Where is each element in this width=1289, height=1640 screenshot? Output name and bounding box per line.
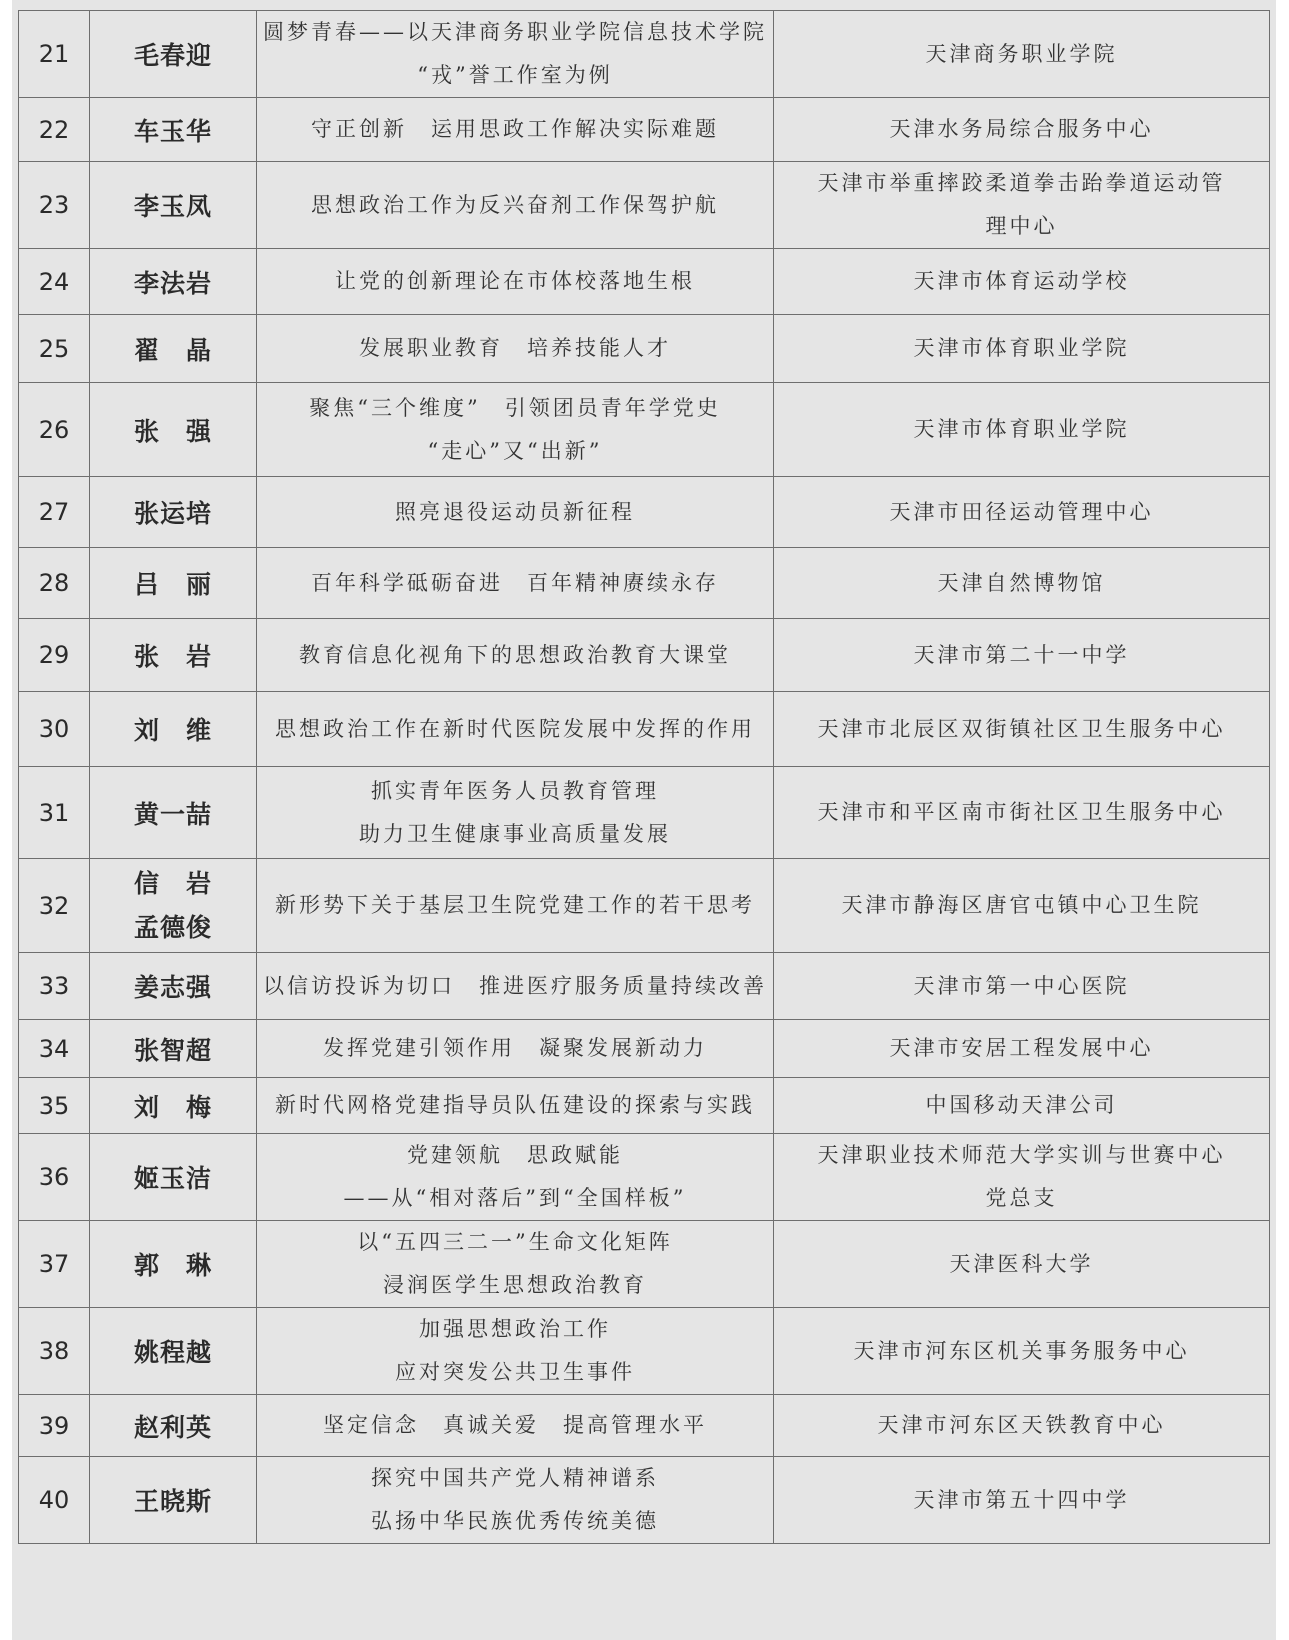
paper-title-line: 探究中国共产党人精神谱系 — [371, 1466, 659, 1490]
paper-title-cell — [257, 477, 774, 548]
row-number: 21 — [19, 11, 90, 98]
organization-cell — [774, 619, 1270, 692]
paper-title-cell — [257, 1078, 774, 1134]
paper-title-cell — [257, 98, 774, 162]
author-name-cell — [90, 1134, 257, 1221]
paper-title-line: 聚焦“三个维度” 引领团员青年学党史 — [309, 395, 721, 420]
organization-cell — [774, 1020, 1270, 1078]
organization-cell — [774, 1078, 1270, 1134]
organization-line: 天津市第二十一中学 — [913, 642, 1130, 667]
author-name-cell — [90, 477, 257, 548]
author-name: 姬玉洁 — [133, 1164, 212, 1193]
author-name-cell — [90, 767, 257, 859]
row-number: 23 — [19, 162, 90, 249]
paper-title-line: 守正创新 运用思政工作解决实际难题 — [311, 117, 719, 141]
organization-cell — [774, 315, 1270, 383]
paper-title-line: 新形势下关于基层卫生院党建工作的若干思考 — [275, 893, 755, 917]
paper-title-line: 以信访投诉为切口 推进医疗服务质量持续改善 — [263, 973, 767, 998]
row-number: 29 — [19, 619, 90, 692]
row-number: 22 — [19, 98, 90, 162]
page-sheet — [12, 0, 1276, 1640]
row-number: 36 — [19, 1134, 90, 1221]
organization-cell — [774, 162, 1270, 249]
table-row — [19, 477, 1270, 548]
author-name-cell — [90, 11, 257, 98]
paper-title-line: ——从“相对落后”到“全国样板” — [343, 1186, 687, 1210]
paper-title-line: 浸润医学生思想政治教育 — [383, 1273, 647, 1297]
author-name: 吕 丽 — [133, 570, 212, 599]
author-name: 黄一喆 — [133, 799, 212, 829]
author-name: 车玉华 — [133, 116, 212, 146]
organization-line: 天津市举重摔跤柔道拳击跆拳道运动管 — [817, 171, 1226, 195]
paper-title-cell — [257, 1221, 774, 1308]
organization-line: 天津市静海区唐官屯镇中心卫生院 — [841, 893, 1202, 917]
author-name-cell — [90, 162, 257, 249]
author-name-cell — [90, 315, 257, 383]
organization-cell — [774, 1134, 1270, 1221]
paper-title-line: 思想政治工作在新时代医院发展中发挥的作用 — [275, 716, 755, 741]
organization-line: 天津市体育职业学院 — [913, 336, 1130, 360]
table-row — [19, 11, 1270, 98]
paper-title-cell — [257, 11, 774, 98]
organization-line: 天津水务局综合服务中心 — [889, 117, 1154, 141]
table-row — [19, 767, 1270, 859]
author-name: 信 岩 — [133, 868, 212, 898]
table-row — [19, 315, 1270, 383]
row-number: 24 — [19, 249, 90, 315]
paper-title-cell — [257, 249, 774, 315]
author-name: 姜志强 — [133, 973, 212, 1002]
row-number: 34 — [19, 1020, 90, 1078]
organization-line: 天津职业技术师范大学实训与世赛中心 — [817, 1143, 1226, 1167]
author-name: 张 岩 — [133, 642, 212, 671]
table-row — [19, 692, 1270, 767]
paper-title-cell — [257, 1134, 774, 1221]
paper-title-line: 新时代网格党建指导员队伍建设的探索与实践 — [275, 1093, 755, 1117]
table-row — [19, 548, 1270, 619]
table-row — [19, 953, 1270, 1020]
paper-title-cell — [257, 162, 774, 249]
table-row — [19, 1020, 1270, 1078]
organization-line: 天津医科大学 — [949, 1251, 1094, 1276]
table-row — [19, 619, 1270, 692]
author-name: 姚程越 — [133, 1338, 212, 1367]
organization-line: 天津市体育职业学院 — [913, 417, 1130, 441]
paper-title-line: 坚定信念 真诚关爱 提高管理水平 — [323, 1413, 707, 1437]
author-name-cell — [90, 953, 257, 1020]
author-name-cell — [90, 1308, 257, 1395]
organization-cell — [774, 692, 1270, 767]
organization-line: 天津市体育运动学校 — [913, 269, 1130, 293]
row-number: 35 — [19, 1078, 90, 1134]
paper-title-line: 应对突发公共卫生事件 — [395, 1360, 635, 1384]
author-name-cell — [90, 1020, 257, 1078]
author-name: 李玉凤 — [133, 192, 212, 221]
author-name-cell — [90, 859, 257, 953]
organization-cell — [774, 249, 1270, 315]
author-name: 刘 梅 — [133, 1092, 212, 1122]
paper-title-line: “戎”誉工作室为例 — [417, 63, 613, 87]
paper-title-line: 加强思想政治工作 — [419, 1317, 611, 1341]
row-number: 37 — [19, 1221, 90, 1308]
organization-cell — [774, 1308, 1270, 1395]
table-row — [19, 1395, 1270, 1457]
paper-title-cell — [257, 1020, 774, 1078]
author-name: 张智超 — [133, 1035, 212, 1065]
awards-table — [18, 10, 1270, 1544]
row-number: 25 — [19, 315, 90, 383]
paper-title-line: 党建领航 思政赋能 — [407, 1143, 623, 1167]
organization-line: 党总支 — [985, 1186, 1058, 1210]
paper-title-line: 弘扬中华民族优秀传统美德 — [371, 1509, 659, 1533]
organization-cell — [774, 859, 1270, 953]
paper-title-cell — [257, 548, 774, 619]
paper-title-line: 发挥党建引领作用 凝聚发展新动力 — [323, 1036, 707, 1060]
author-name: 张运培 — [133, 499, 212, 528]
organization-cell — [774, 1221, 1270, 1308]
table-row — [19, 1221, 1270, 1308]
table-row — [19, 1078, 1270, 1134]
organization-cell — [774, 477, 1270, 548]
paper-title-cell — [257, 1308, 774, 1395]
author-name-cell — [90, 692, 257, 767]
row-number: 39 — [19, 1395, 90, 1457]
paper-title-line: 百年科学砥砺奋进 百年精神赓续永存 — [311, 570, 719, 595]
row-number: 31 — [19, 767, 90, 859]
organization-line: 天津市和平区南市街社区卫生服务中心 — [817, 800, 1226, 824]
author-name-cell — [90, 1457, 257, 1544]
paper-title-cell — [257, 1395, 774, 1457]
paper-title-cell — [257, 1457, 774, 1544]
row-number: 32 — [19, 859, 90, 953]
table-row — [19, 1134, 1270, 1221]
paper-title-cell — [257, 767, 774, 859]
organization-cell — [774, 1395, 1270, 1457]
table-row — [19, 1457, 1270, 1544]
table-row — [19, 249, 1270, 315]
organization-cell — [774, 383, 1270, 477]
row-number: 40 — [19, 1457, 90, 1544]
paper-title-cell — [257, 315, 774, 383]
paper-title-cell — [257, 619, 774, 692]
paper-title-line: 让党的创新理论在市体校落地生根 — [335, 269, 695, 293]
author-name: 刘 维 — [133, 716, 212, 745]
paper-title-line: 以“五四三二一”生命文化矩阵 — [357, 1230, 673, 1254]
paper-title-line: 照亮退役运动员新征程 — [395, 499, 635, 524]
paper-title-line: 发展职业教育 培养技能人才 — [359, 336, 671, 360]
paper-title-line: 圆梦青春——以天津商务职业学院信息技术学院 — [263, 20, 767, 44]
paper-title-cell — [257, 953, 774, 1020]
organization-line: 天津市河东区机关事务服务中心 — [853, 1338, 1190, 1363]
author-name: 王晓斯 — [133, 1487, 212, 1516]
author-name: 郭 琳 — [133, 1251, 212, 1280]
author-name-cell — [90, 1395, 257, 1457]
paper-title-line: 助力卫生健康事业高质量发展 — [359, 821, 671, 846]
paper-title-line: 抓实青年医务人员教育管理 — [371, 778, 659, 803]
author-name-cell — [90, 1221, 257, 1308]
row-number: 28 — [19, 548, 90, 619]
row-number: 26 — [19, 383, 90, 477]
paper-title-line: 思想政治工作为反兴奋剂工作保驾护航 — [311, 192, 719, 217]
organization-line: 天津市安居工程发展中心 — [889, 1036, 1154, 1060]
organization-cell — [774, 1457, 1270, 1544]
organization-cell — [774, 548, 1270, 619]
author-name: 张 强 — [133, 416, 212, 446]
organization-line: 天津商务职业学院 — [925, 41, 1118, 66]
author-name: 毛春迎 — [133, 41, 212, 70]
organization-line: 天津自然博物馆 — [937, 570, 1106, 595]
paper-title-cell — [257, 383, 774, 477]
table-row — [19, 383, 1270, 477]
organization-line: 天津市第五十四中学 — [913, 1487, 1130, 1512]
author-name: 孟德俊 — [133, 912, 212, 942]
organization-line: 理中心 — [985, 214, 1058, 238]
organization-line: 天津市第一中心医院 — [913, 973, 1130, 998]
author-name-cell — [90, 383, 257, 477]
row-number: 30 — [19, 692, 90, 767]
row-number: 38 — [19, 1308, 90, 1395]
paper-title-cell — [257, 692, 774, 767]
table-row — [19, 98, 1270, 162]
author-name-cell — [90, 249, 257, 315]
author-name: 赵利英 — [133, 1412, 212, 1442]
organization-line: 天津市田径运动管理中心 — [889, 499, 1154, 524]
organization-cell — [774, 98, 1270, 162]
author-name: 翟 晶 — [133, 335, 212, 365]
author-name-cell — [90, 548, 257, 619]
author-name-cell — [90, 98, 257, 162]
row-number: 33 — [19, 953, 90, 1020]
paper-title-cell — [257, 859, 774, 953]
author-name: 李法岩 — [133, 268, 212, 298]
paper-title-line: “走心”又“出新” — [427, 438, 603, 463]
row-number: 27 — [19, 477, 90, 548]
organization-line: 天津市河东区天铁教育中心 — [877, 1413, 1166, 1437]
organization-cell — [774, 767, 1270, 859]
paper-title-line: 教育信息化视角下的思想政治教育大课堂 — [299, 642, 731, 667]
table-row — [19, 859, 1270, 953]
organization-cell — [774, 953, 1270, 1020]
author-name-cell — [90, 1078, 257, 1134]
organization-cell — [774, 11, 1270, 98]
organization-line: 中国移动天津公司 — [925, 1093, 1118, 1117]
table-row — [19, 162, 1270, 249]
table-body — [19, 11, 1270, 1544]
author-name-cell — [90, 619, 257, 692]
table-row — [19, 1308, 1270, 1395]
organization-line: 天津市北辰区双街镇社区卫生服务中心 — [817, 716, 1226, 741]
